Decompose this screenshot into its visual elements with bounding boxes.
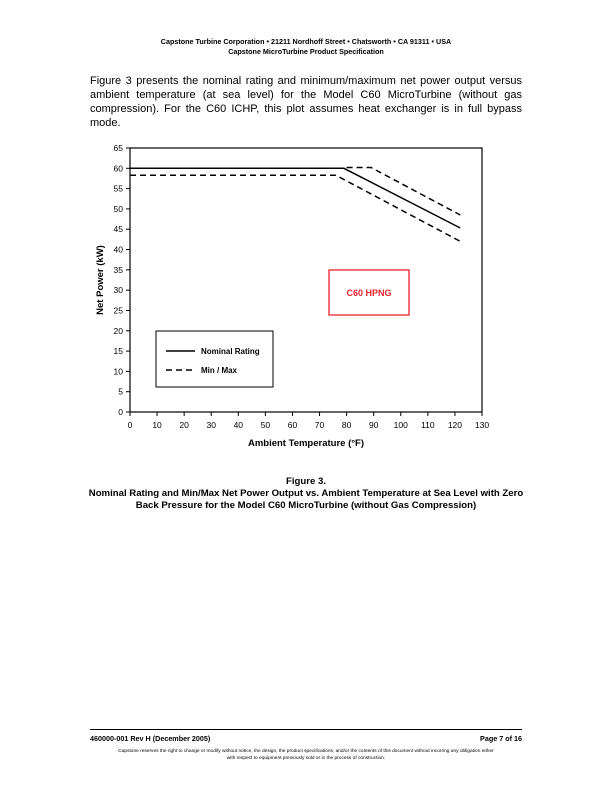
y-tick-label: 10	[113, 366, 123, 377]
series-line-min	[130, 175, 460, 241]
footer-disclaimer	[88, 748, 524, 762]
x-tick-label: 110	[421, 420, 435, 430]
caption-title: Figure 3.	[286, 476, 326, 487]
legend-label: Min / Max	[201, 366, 238, 375]
y-tick-label: 25	[113, 305, 123, 316]
y-tick-label: 15	[113, 346, 123, 357]
annotation-label: C60 HPNG	[346, 288, 392, 298]
y-tick-label: 0	[118, 407, 123, 417]
y-axis-label: Net Power (kW)	[95, 245, 106, 315]
footer-doc-number: 460000-001 Rev H (December 2005)	[90, 734, 211, 743]
figure-caption	[0, 476, 612, 512]
series-line-nominal-rating	[130, 168, 460, 228]
x-tick-label: 40	[233, 420, 244, 430]
series-line-max	[347, 168, 461, 216]
y-tick-label: 30	[113, 285, 123, 296]
y-tick-label: 60	[113, 163, 123, 174]
x-tick-label: 100	[393, 420, 408, 430]
x-tick-label: 50	[260, 420, 271, 430]
y-tick-label: 35	[113, 264, 123, 275]
x-tick-label: 80	[341, 420, 352, 430]
disclaimer-line-2: with respect to equipment previously sold or in the process of construction.	[226, 756, 386, 761]
x-tick-label: 30	[206, 420, 216, 430]
x-tick-label: 90	[368, 420, 379, 430]
caption-line-2: Back Pressure for the Model C60 MicroTurbine (without Gas Compression)	[135, 500, 477, 511]
y-tick-label: 5	[118, 386, 123, 397]
disclaimer-line-1: Capstone reserves the right to change or modify without notice, the design, the product specifications, and/or the contents of this document without incurring any obligation either	[118, 749, 494, 754]
intro-paragraph: Figure 3 presents the nominal rating and minimum/maximum net power output versus ambient temperature (at sea level) for the Model C60 MicroTurbine (without gas compression). For the C60 ICHP, this plot assumes heat exchanger is in full bypass mode.	[90, 75, 522, 129]
y-tick-label: 20	[113, 325, 123, 336]
x-tick-label: 0	[127, 420, 133, 430]
x-tick-label: 130	[474, 420, 490, 430]
x-tick-label: 60	[287, 420, 298, 430]
footer-page-number: Page 7 of 16	[480, 734, 522, 743]
y-tick-label: 65	[113, 143, 123, 153]
caption-line-1: Nominal Rating and Min/Max Net Power Output vs. Ambient Temperature at Sea Level with Zero	[88, 488, 524, 499]
legend-label: Nominal Rating	[201, 347, 260, 356]
x-tick-label: 10	[152, 420, 162, 430]
y-tick-label: 45	[113, 224, 123, 235]
legend-box	[156, 331, 273, 387]
x-tick-label: 70	[314, 420, 325, 430]
y-tick-label: 50	[113, 203, 123, 214]
footer-rule	[90, 729, 522, 730]
header-line-2: Capstone MicroTurbine Product Specification	[228, 47, 384, 56]
header-line-1: Capstone Turbine Corporation • 21211 Nordhoff Street • Chatsworth • CA 91311 • USA	[160, 37, 452, 46]
x-axis-label: Ambient Temperature (°F)	[247, 438, 365, 449]
x-tick-label: 120	[447, 420, 463, 430]
y-tick-label: 40	[113, 244, 123, 255]
y-tick-label: 55	[113, 183, 123, 194]
x-tick-label: 20	[179, 420, 189, 430]
